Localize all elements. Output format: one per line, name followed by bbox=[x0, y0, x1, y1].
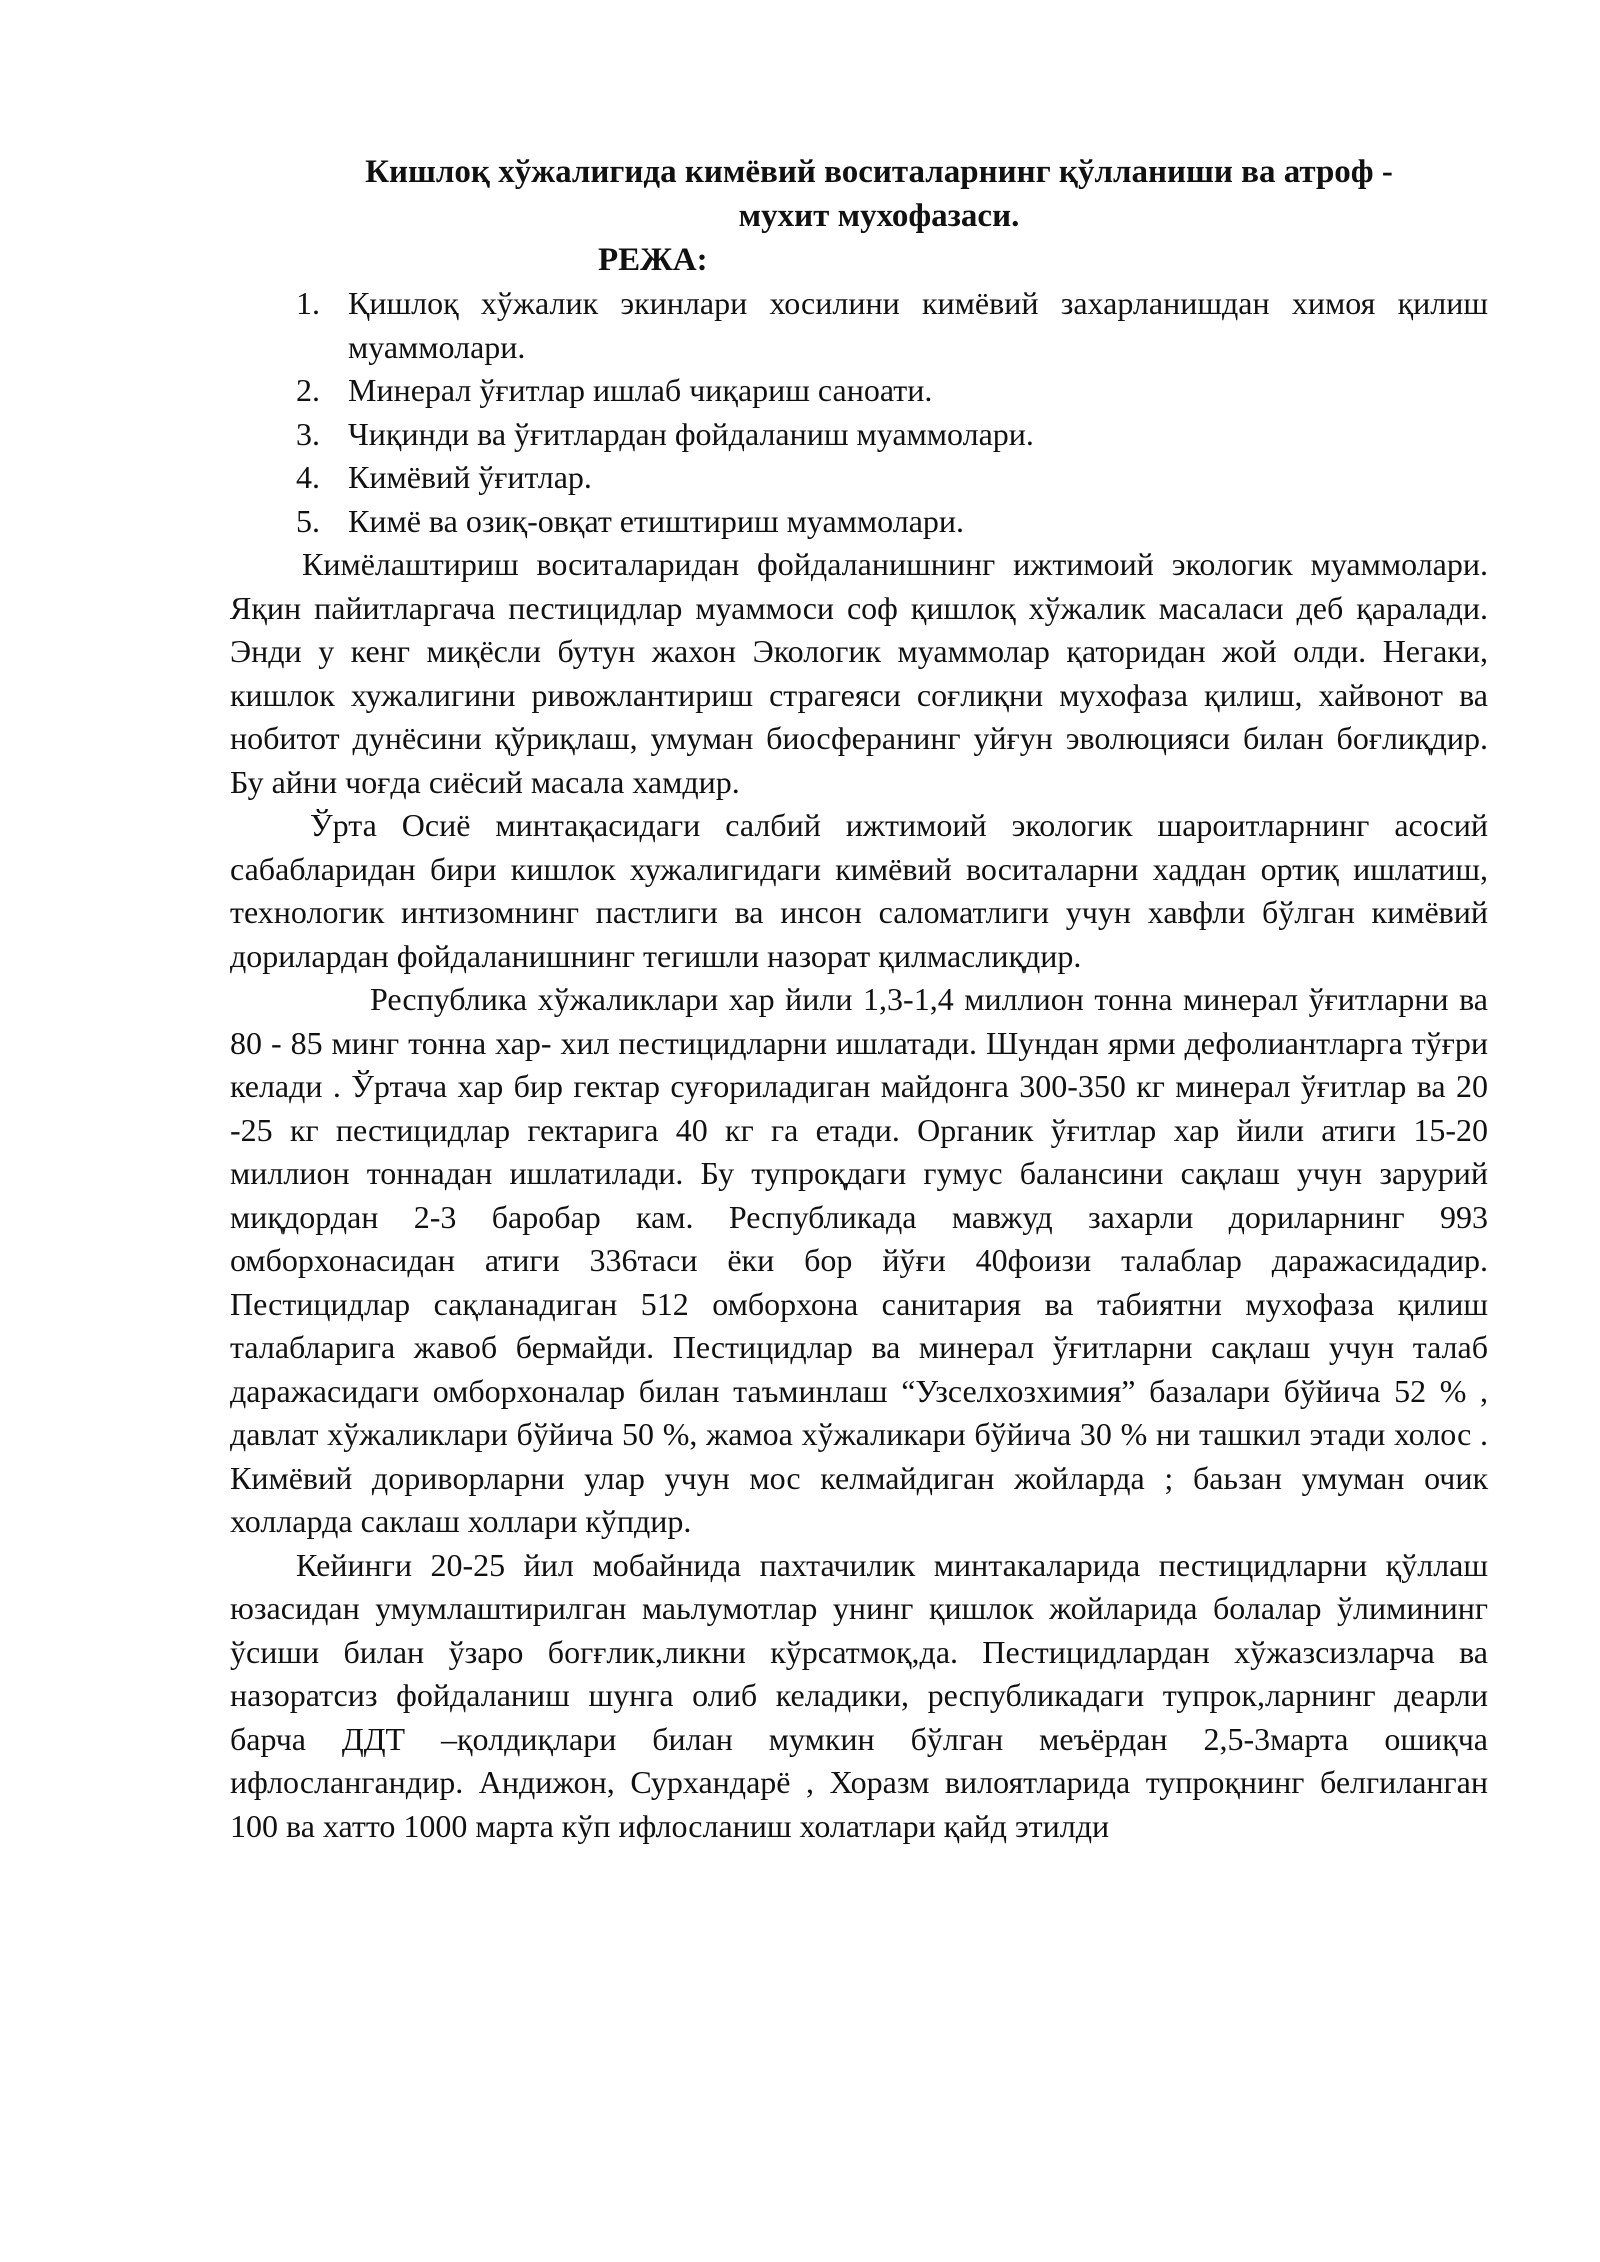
paragraph-2: Ўрта Осиё минтақасидаги салбий ижтимоий экологик шароитларнинг асосий сабабларидан бири кишлок хужалигидаги кимёвий воситаларни хаддан ортиқ ишлатиш, технологик интизомнинг пастлиги ва инсон саломатлиги учун хавфли бўлган кимёвий дорилардан фойдаланишнинг тегишли назорат қилмаслиқдир. bbox=[230, 807, 1488, 974]
plan-item-text: Кимёвий ўғитлар. bbox=[348, 459, 592, 495]
plan-item bbox=[296, 369, 1488, 413]
plan-heading: РЕЖА: bbox=[598, 242, 708, 278]
plan-item-text: Қишлоқ хўжалик экинлари хосилини кимёвий захарланишдан химоя қилиш муаммолари. bbox=[348, 285, 1488, 365]
document-title bbox=[230, 150, 1488, 238]
plan-item-number: 2. bbox=[296, 372, 320, 408]
plan-item bbox=[296, 500, 1488, 544]
plan-item-number: 1. bbox=[296, 285, 320, 321]
document-body bbox=[230, 150, 1488, 1848]
plan-item-number: 5. bbox=[296, 502, 320, 539]
plan-item-number: 3. bbox=[296, 415, 320, 452]
paragraph-1: Кимёлаштириш воситаларидан фойдаланишнинг ижтимоий экологик муаммолари. Яқин пайитларгача пестицидлар муаммоси соф қишлоқ хўжалик масаласи деб қаралади. Энди у кенг миқёсли бутун жахон Экологик муаммолар қаторидан жой олди. Негаки, кишлок хужалигини ривожлантириш страгеяси соғлиқни мухофаза қилиш, хайвонот ва нобитот дунёсини қўриқлаш, умуман биосферанинг уйғун эволюцияси билан боғлиқдир. Бу айни чоғда сиёсий масала хамдир. bbox=[230, 546, 1488, 800]
paragraph-3: Республика хўжаликлари хар йили 1,3-1,4 миллион тонна минерал ўғитларни ва 80 - 85 минг тонна хар- хил пестицидларни ишлатади. Шундан ярми дефолиантларга тўғри келади . Ўртача хар бир гектар суғориладиган майдонга 300-350 кг минерал ўғитлар ва 20 -25 кг пестицидлар гектарига 40 кг га етади. Органик ўғитлар хар йили атиги 15-20 миллион тоннадан ишлатилади. Бу тупроқдаги гумус балансини сақлаш учун зарурий миқдордан 2-3 баробар кам. Республикада мавжуд захарли дориларнинг 993 омборхонасидан атиги 336таси ёки бор йўғи 40фоизи талаблар даражасидадир. Пестицидлар сақланадиган 512 омборхона санитария ва табиятни мухофаза қилиш талабларига жавоб бермайди. Пестицидлар ва минерал ўғитларни сақлаш учун талаб даражасидаги омборхоналар билан таъминлаш “Узселхозхимия” базалари бўйича 52 % , давлат хўжаликлари бўйича 50 %, жамоа хўжаликари бўйича 30 % ни ташкил этади холос . Кимёвий доривoрларни улар учун мос келмайдиган жойларда ; баьзан умуман очик холларда саклаш холлари кўпдир. bbox=[230, 981, 1488, 1539]
plan-item bbox=[296, 456, 1488, 500]
plan-item bbox=[296, 282, 1488, 369]
plan-item-text: Минерал ўғитлар ишлаб чиқариш саноати. bbox=[348, 372, 933, 408]
title-line-1: Кишлоқ хўжалигида кимёвий воситаларнинг қўлланиши ва атроф - bbox=[365, 154, 1393, 190]
title-line-2: мухит мухофазаси. bbox=[738, 198, 1020, 234]
paragraph-4: Кейинги 20-25 йил мобайнида пахтачилик минтакаларида пестицидларни қўллаш юзасидан умумлаштирилган маьлумотлар унинг қишлок жойларида болалар ўлимининг ўсиши билан ўзаро богғлик,ликни кўрсатмоқ,да. Пестицидлардан хўжазсизларча ва назоратсиз фойдаланиш шунга олиб келадики, республикадаги тупрок,ларнинг деарли барча ДДТ –қолдиқлари билан мумкин бўлган меъёрдан 2,5-3марта ошиқча ифлослангандир. Андижон, Сурхандарё , Хоразм вилоятларида тупроқнинг белгиланган 100 ва хатто 1000 марта кўп ифлосланиш холатлари қайд этилди bbox=[230, 1546, 1488, 1844]
plan-item-number: 4. bbox=[296, 459, 320, 495]
plan-item bbox=[296, 413, 1488, 457]
plan-item-text: Чиқинди ва ўғитлардан фойдаланиш муаммолари. bbox=[348, 415, 1034, 452]
plan-list bbox=[230, 282, 1488, 543]
plan-item-text: Кимё ва озиқ-овқат етиштириш муаммолари. bbox=[348, 502, 965, 539]
